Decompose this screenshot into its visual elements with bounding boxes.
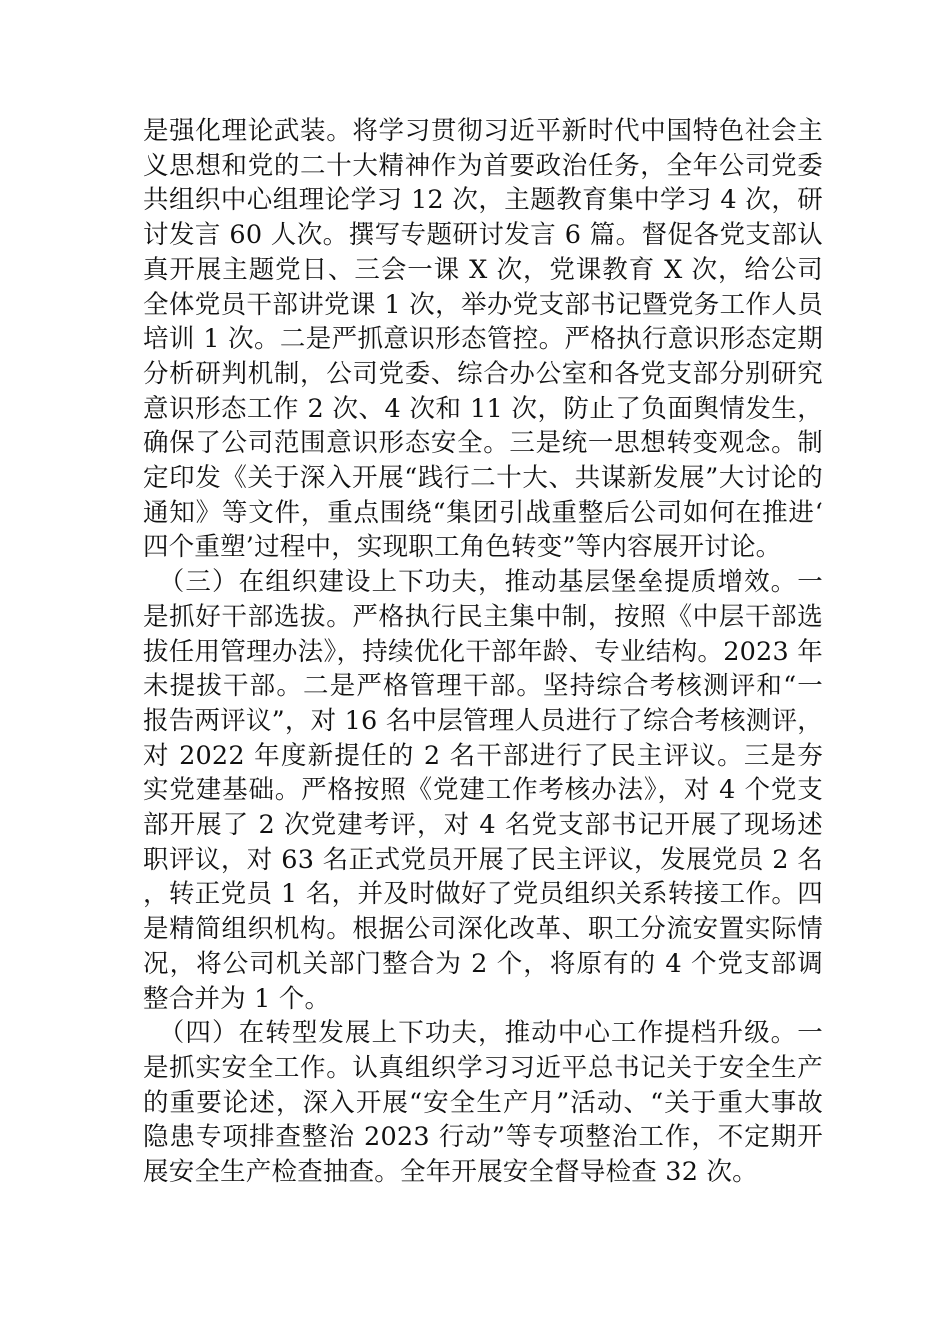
paragraph-theory-ideology: 是强化理论武装。将学习贯彻习近平新时代中国特色社会主义思想和党的二十大精神作为首要政治任务，全年公司党委共组织中心组理论学习 12 次，主题教育集中学习 4 次，研讨发言 60 人次。撰写专题研讨发言 6 篇。督促各党支部认真开展主题党日、三会一课 X 次，党课教育 X 次，给公司全体党员干部讲党课 1 次，举办党支部书记暨党务工作人员培训 1 次。二是严抓意识形态管控。严格执行意识形态定期分析研判机制，公司党委、综合办公室和各党支部分别研究意识形态工作 2 次、4 次和 11 次，防止了负面舆情发生，确保了公司范围意识形态安全。三是统一思想转变观念。制定印发《关于深入开展“践行二十大、共谋新发展”大讨论的通知》等文件，重点围绕“集团引战重整后公司如何在推进‘四个重塑’过程中，实现职工角色转变”等内容展开讨论。 [143, 116, 823, 563]
paragraph-organization-building: （三）在组织建设上下功夫，推动基层堡垒提质增效。一是抓好干部选拔。严格执行民主集中制，按照《中层干部选拔任用管理办法》，持续优化干部年龄、专业结构。2023 年未提拔干部。二是严格管理干部。坚持综合考核测评和“一报告两评议”，对 16 名中层管理人员进行了综合考核测评，对 2022 年度新提任的 2 名干部进行了民主评议。三是夯实党建基础。严格按照《党建工作考核办法》，对 4 个党支部开展了 2 次党建考评，对 4 名党支部书记开展了现场述职评议，对 63 名正式党员开展了民主评议，发展党员 2 名，转正党员 1 名，并及时做好了党员组织关系转接工作。四是精简组织机构。根据公司深化改革、职工分流安置实际情况，将公司机关部门整合为 2 个，将原有的 4 个党支部调整合并为 1 个。 [143, 567, 823, 1014]
document-body [143, 114, 823, 1190]
paragraph-transformation-development: （四）在转型发展上下功夫，推动中心工作提档升级。一是抓实安全工作。认真组织学习习近平总书记关于安全生产的重要论述，深入开展“安全生产月”活动、“关于重大事故隐患专项排查整治 2023 行动”等专项整治工作，不定期开展安全生产检查抽查。全年开展安全督导检查 32 次。 [143, 1018, 823, 1188]
